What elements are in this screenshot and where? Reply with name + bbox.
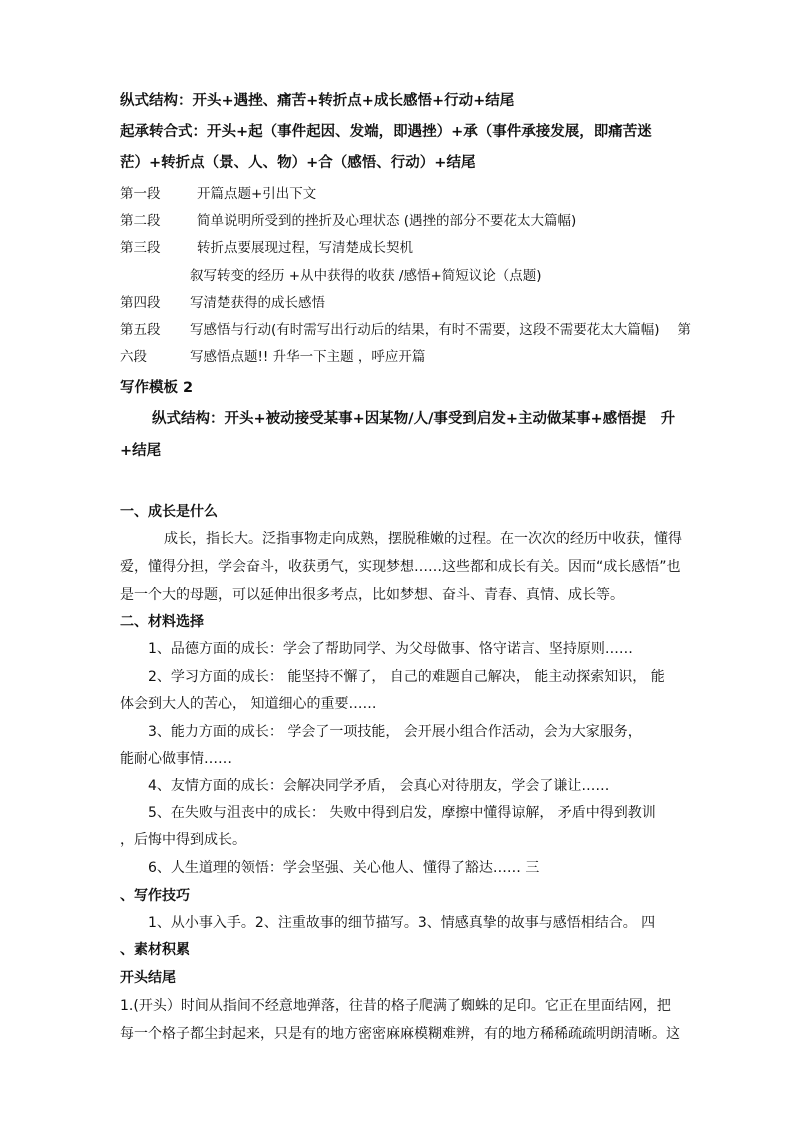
paragraph-desc: 简单说明所受到的挫折及心理状态 (遇挫的部分不要花太大篇幅) <box>197 213 577 229</box>
qichengzhuanhe-line: 起承转合式：开头+起（事件起因、发端，即遇挫）+承（事件承接发展，即痛苦迷 <box>120 124 652 140</box>
list-item: 4、友情方面的成长：会解决同学矛盾， 会真心对待朋友，学会了谦让…… <box>148 778 610 794</box>
paragraph-desc: 写清楚获得的成长感悟 <box>190 295 325 311</box>
list-item: 1、品德方面的成长：学会了帮助同学、为父母做事、恪守诺言、坚持原则…… <box>148 641 633 657</box>
paragraph-label: 第一段 <box>120 186 161 202</box>
list-item: 6、人生道理的领悟：学会坚强、关心他人、懂得了豁达…… 三 <box>148 860 540 876</box>
paragraph-label: 第五段 <box>120 322 161 338</box>
subheading: 开头结尾 <box>120 970 176 986</box>
example-text: 每一个格子都尘封起来，只是有的地方密密麻麻模糊难辨，有的地方稀稀疏疏明朗清晰。这 <box>120 1026 680 1042</box>
tips-text: 1、从小事入手。2、注重故事的细节描写。3、情感真挚的故事与感悟相结合。 四 <box>148 915 656 931</box>
section-heading: 二、材料选择 <box>120 614 204 630</box>
list-item-cont: 能耐心做事情…… <box>120 751 232 767</box>
body-text: 是一个大的母题，可以延伸出很多考点，比如梦想、奋斗、青春、真情、成长等。 <box>120 587 624 603</box>
paragraph-desc: 写感悟与行动(有时需写出行动后的结果，有时不需要，这段不需要花太大篇幅) 第 <box>190 322 691 338</box>
section-heading: 、素材积累 <box>120 942 190 958</box>
list-item: 5、在失败与沮丧中的成长： 失败中得到启发，摩擦中懂得谅解， 矛盾中得到教训 <box>148 805 656 821</box>
list-item-cont: 体会到大人的苦心， 知道细心的重要…… <box>120 696 377 712</box>
list-item-cont: ，后悔中得到成长。 <box>120 832 246 848</box>
vertical-structure-line: 纵式结构：开头+遇挫、痛苦+转折点+成长感悟+行动+结尾 <box>120 93 515 109</box>
list-item: 3、能力方面的成长： 学会了一项技能， 会开展小组合作活动，会为大家服务， <box>148 724 642 740</box>
paragraph-desc: 写感悟点题!! 升华一下主题 ，呼应开篇 <box>190 349 426 365</box>
list-item: 2、学习方面的成长： 能坚持不懈了， 自己的难题自己解决， 能主动探索知识， 能 <box>148 669 665 685</box>
template2-structure-cont: +结尾 <box>120 443 162 459</box>
paragraph-label: 第四段 <box>120 295 161 311</box>
example-text: 1.(开头）时间从指间不经意地弹落，往昔的格子爬满了蜘蛛的足印。它正在里面结网，把 <box>120 998 671 1014</box>
template2-title: 写作模板 2 <box>120 380 194 396</box>
section-heading: 、写作技巧 <box>120 888 190 904</box>
template2-structure: 纵式结构：开头+被动接受某事+因某物/人/事受到启发+主动做某事+感悟提 升 <box>152 411 676 427</box>
body-text: 爱，懂得分担，学会奋斗，收获勇气，实现梦想……这些都和成长有关。因而“成长感悟”也 <box>120 559 681 575</box>
section-heading: 一、成长是什么 <box>120 504 218 520</box>
qichengzhuanhe-line-cont: 茫）+转折点（景、人、物）+合（感悟、行动）+结尾 <box>120 155 476 171</box>
body-text: 成长，指长大。泛指事物走向成熟，摆脱稚嫩的过程。在一次次的经历中收获，懂得 <box>164 531 682 547</box>
paragraph-desc: 开篇点题+引出下文 <box>197 186 317 202</box>
paragraph-desc: 转折点要展现过程，写清楚成长契机 <box>197 240 413 256</box>
paragraph-label: 第三段 <box>120 240 161 256</box>
paragraph-desc: 叙写转变的经历 +从中获得的收获 /感悟+简短议论（点题) <box>190 268 542 284</box>
paragraph-label: 六段 <box>120 349 147 365</box>
paragraph-label: 第二段 <box>120 213 161 229</box>
